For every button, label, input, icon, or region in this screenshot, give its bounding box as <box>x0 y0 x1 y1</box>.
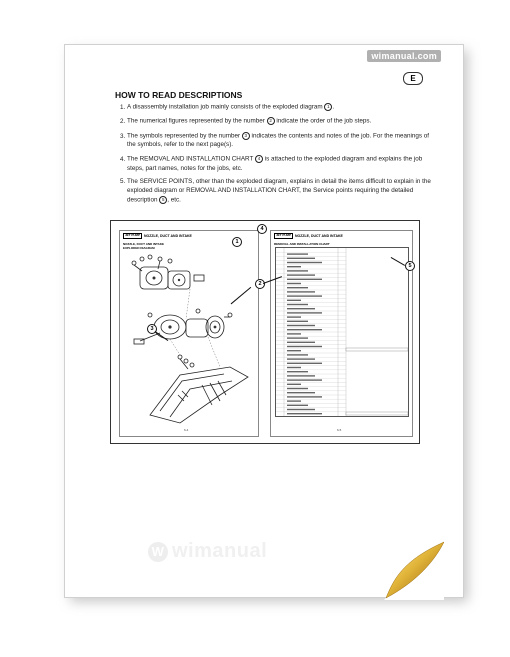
chart-text-line <box>287 325 315 326</box>
site-watermark: wimanual.com <box>367 50 441 62</box>
chart-text-line <box>287 388 308 389</box>
chart-text-line <box>287 287 308 288</box>
document-page <box>64 44 464 598</box>
chart-text-line <box>287 337 308 338</box>
chart-text-line <box>287 342 315 343</box>
example-spread <box>110 220 420 444</box>
chart-text-line <box>287 375 315 376</box>
circled-number: 3 <box>242 132 250 140</box>
bottom-watermark <box>148 540 267 563</box>
sheet-subtitle: EXPLODED DIAGRAM <box>123 245 155 250</box>
callout-5: 5 <box>405 261 415 271</box>
circled-number: 2 <box>267 117 275 125</box>
chart-text-line <box>287 358 315 359</box>
chart-text-line <box>287 308 315 309</box>
section-tag: JET PUMP <box>125 233 141 237</box>
circled-number: 5 <box>159 196 167 204</box>
chart-text-line <box>287 413 322 414</box>
chart-text-line <box>287 300 301 301</box>
callout-4: 4 <box>257 224 267 234</box>
page-heading: HOW TO READ DESCRIPTIONS <box>115 90 243 100</box>
chart-text-line <box>287 279 322 280</box>
instruction-item: 3. The symbols represented by the number 3 indicates the contents and notes of the job. For the meanings of the symbols, refer to the next page(s). <box>127 132 433 150</box>
chart-text-line <box>287 409 315 410</box>
instructions <box>115 90 433 211</box>
chart-text-line <box>287 295 322 296</box>
language-badge: E <box>403 72 423 85</box>
instruction-item: 2. The numerical figures represented by the number 2 indicate the order of the job steps. <box>127 117 433 126</box>
chart-text-line <box>287 329 322 330</box>
callout-2: 2 <box>255 279 265 289</box>
page-number: 6-4 <box>184 428 189 432</box>
sheet-subtitle: REMOVAL AND INSTALLATION CHART <box>274 242 330 246</box>
callout-1: 1 <box>232 237 242 247</box>
removal-chart-sheet <box>270 230 413 437</box>
chart-text-line <box>287 346 322 347</box>
removal-chart-table <box>275 247 409 417</box>
chart-text-line <box>287 333 301 334</box>
circled-number: 1 <box>324 103 332 111</box>
instruction-list <box>115 103 433 206</box>
chart-text-line <box>287 321 308 322</box>
chart-text-line <box>287 253 308 254</box>
chart-text-line <box>287 371 308 372</box>
chart-text-line <box>287 270 308 271</box>
sheet-title: NOZZLE, DUCT AND INTAKE <box>295 233 343 238</box>
exploded-diagram-sheet <box>119 230 259 437</box>
chart-text-line <box>287 312 322 313</box>
watermark-logo-icon: W <box>148 542 168 562</box>
page-curl-graphic <box>384 520 444 600</box>
circled-number: 4 <box>255 155 263 163</box>
chart-text-line <box>287 400 301 401</box>
callout-3: 3 <box>147 324 157 334</box>
chart-text-line <box>287 262 322 263</box>
chart-text-line <box>287 291 315 292</box>
watermark-text: wimanual <box>172 540 268 562</box>
section-tag: JET PUMP <box>276 233 292 237</box>
sheet-title: NOZZLE, DUCT AND INTAKE <box>144 233 192 238</box>
chart-text-line <box>287 266 301 267</box>
chart-text-line <box>287 396 322 397</box>
chart-text-line <box>287 384 301 385</box>
chart-text-line <box>287 367 301 368</box>
chart-text-line <box>287 350 301 351</box>
chart-text-line <box>287 363 322 364</box>
chart-text-line <box>287 316 301 317</box>
page-number: 6-5 <box>337 428 342 432</box>
sheet-subtitle: NOZZLE, DUCT AND INTAKE <box>123 242 164 246</box>
chart-text-line <box>287 392 315 393</box>
instruction-item: 4. The REMOVAL AND INSTALLATION CHART 4 is attached to the exploded diagram and explains the job steps, part names, notes for the jobs, etc. <box>127 155 433 173</box>
chart-text-line <box>287 283 301 284</box>
chart-text-line <box>287 405 308 406</box>
chart-text-line <box>287 258 315 259</box>
instruction-item: 1. A disassembly installation job mainly consists of the exploded diagram 1 . <box>127 103 433 112</box>
chart-text-line <box>287 274 315 275</box>
chart-grid <box>276 248 408 416</box>
chart-text-line <box>287 304 308 305</box>
chart-text-line <box>287 379 322 380</box>
chart-text-line <box>287 354 308 355</box>
instruction-item: 5. The SERVICE POINTS, other than the exploded diagram, explains in detail the items difficult to explain in the exploded diagram or REMOVAL AND INSTALLATION CHART, the Service points requiring the detailed description 5 , etc. <box>127 178 433 205</box>
